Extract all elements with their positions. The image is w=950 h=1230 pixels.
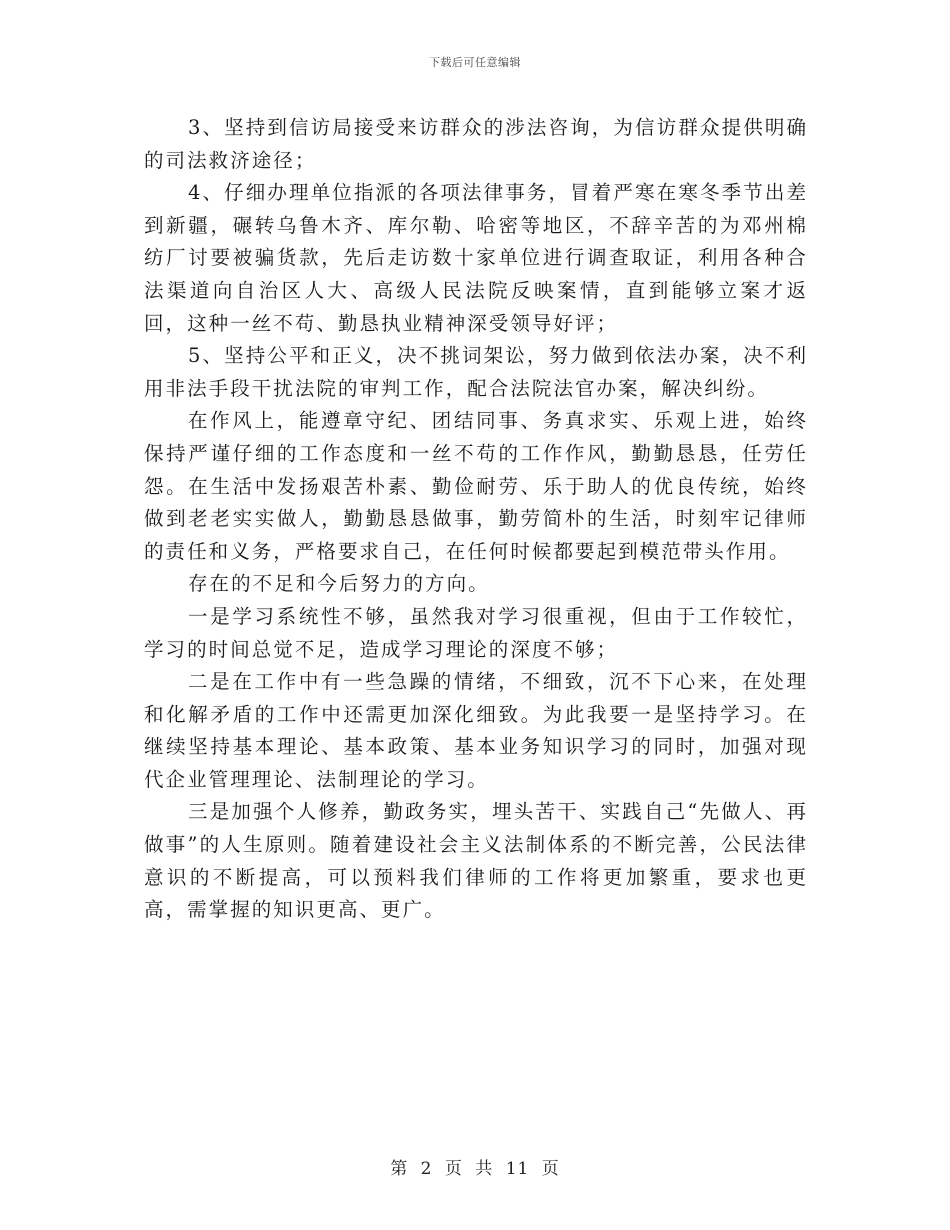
- paragraph-shortcoming-1: 一是学习系统性不够，虽然我对学习很重视，但由于工作较忙，学习的时间总觉不足，造成学习理论的深度不够；: [144, 604, 808, 661]
- header-note: 下载后可任意编辑: [429, 56, 521, 69]
- paragraph-shortcoming-3: 三是加强个人修养，勤政务实，埋头苦干、实践自己“先做人、再做事”的人生原则。随着建设社会主义法制体系的不断完善，公民法律意识的不断提高，可以预料我们律师的工作将更加繁重，要求也更高，需掌握的知识更高、更广。: [144, 800, 808, 922]
- paragraph-shortcomings-heading: 存在的不足和今后努力的方向。: [188, 572, 490, 596]
- paragraph-item-3: 3、坚持到信访局接受来访群众的涉法咨询，为信访群众提供明确的司法救济途径；: [144, 116, 808, 172]
- paragraph-item-4: 4、仔细办理单位指派的各项法律事务，冒着严寒在寒冬季节出差到新疆，碾转乌鲁木齐、库尔勒、哈密等地区，不辞辛苦的为邓州棉纺厂讨要被骗货款，先后走访数十家单位进行调查取证，利用各种合法渠道向自治区人大、高级人民法院反映案情，直到能够立案才返回，这种一丝不苟、勤恳执业精神深受领导好评；: [144, 181, 808, 335]
- document-body: [144, 112, 808, 927]
- paragraph-shortcoming-2: 二是在工作中有一些急躁的情绪，不细致，沉不下心来，在处理和化解矛盾的工作中还需更加深化细致。为此我要一是坚持学习。在继续坚持基本理论、基本政策、基本业务知识学习的同时，加强对现代企业管理理论、法制理论的学习。: [144, 670, 808, 791]
- paragraph-item-5: 5、坚持公平和正义，决不挑词架讼，努力做到依法办案，决不利用非法手段干扰法院的审判工作，配合法院法官办案，解决纠纷。: [144, 344, 808, 400]
- paragraph-work-style: 在作风上，能遵章守纪、团结同事、务真求实、乐观上进，始终保持严谨仔细的工作态度和一丝不苟的工作作风，勤勤恳恳，任劳任怨。在生活中发扬艰苦朴素、勤俭耐劳、乐于助人的优良传统，始终做到老老实实做人，勤勤恳恳做事，勤劳简朴的生活，时刻牢记律师的责任和义务，严格要求自己，在任何时候都要起到模范带头作用。: [144, 409, 808, 563]
- page-number: 第 2 页 共 11 页: [390, 1159, 560, 1179]
